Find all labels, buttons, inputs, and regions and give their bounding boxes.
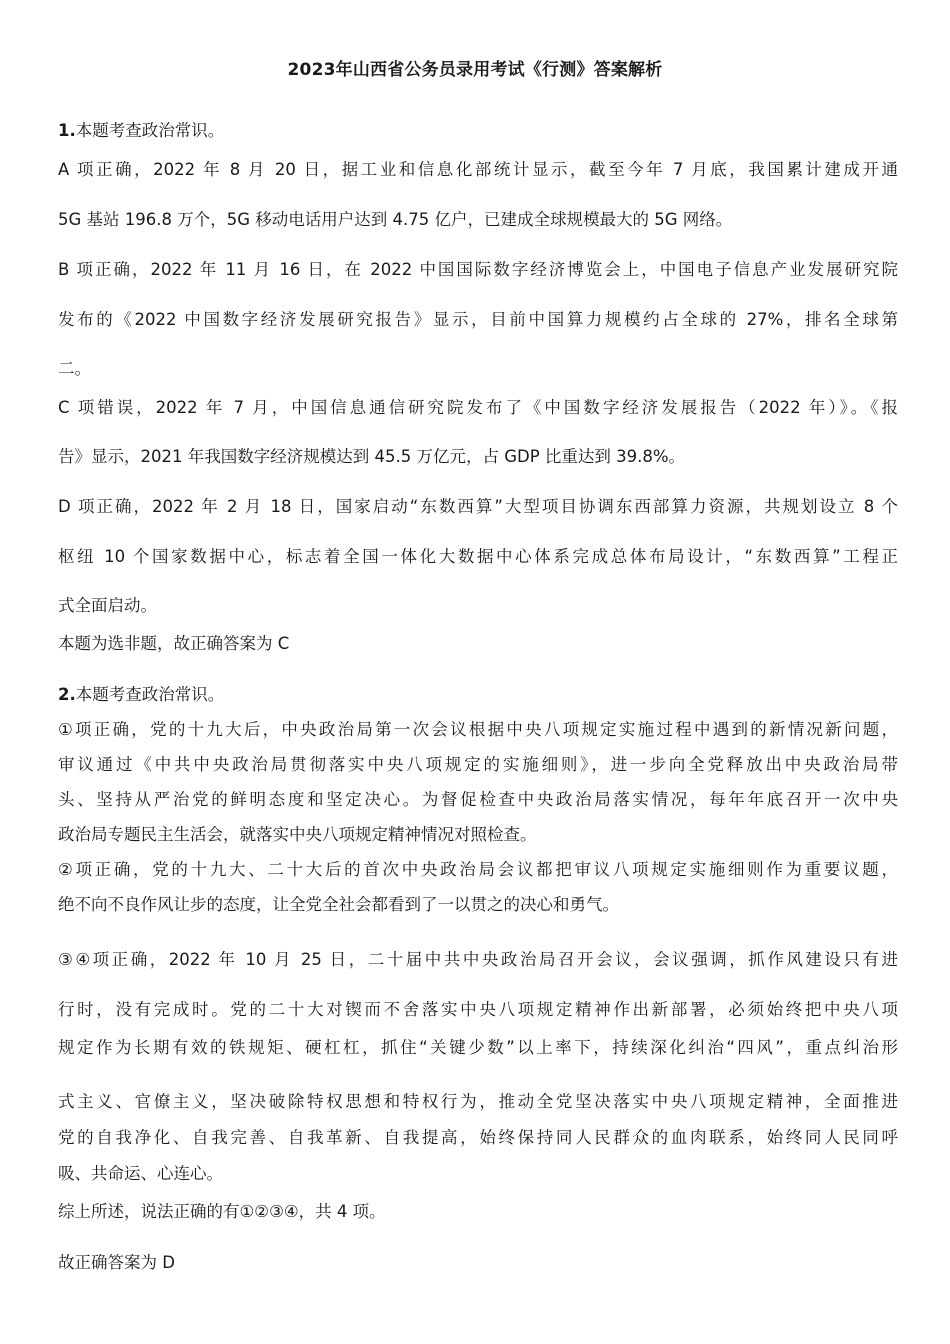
q1-number: 1.	[58, 121, 76, 140]
q1-line-3: B 项正确，2022 年 11 月 16 日，在 2022 中国国际数字经济博览会上，中国电子信息产业发展研究院	[58, 260, 898, 279]
q1-answer: 本题为选非题，故正确答案为 C	[58, 634, 290, 653]
q2-answer: 故正确答案为 D	[58, 1253, 175, 1272]
q2-line-8: 行时，没有完成时。党的二十大对锲而不舍落实中央八项规定精神作出新部署，必须始终把中央八项	[58, 1000, 898, 1019]
q1-line-5: 二。	[58, 359, 91, 378]
document-title: 2023年山西省公务员录用考试《行测》答案解析	[287, 60, 663, 80]
q2-line-1: ①项正确，党的十九大后，中央政治局第一次会议根据中央八项规定实施过程中遇到的新情况新问题，	[58, 720, 898, 739]
q2-line-6: 绝不向不良作风让步的态度，让全党全社会都看到了一以贯之的决心和勇气。	[58, 895, 619, 914]
q2-line-12: 吸、共命运、心连心。	[58, 1164, 223, 1183]
q1-line-7: 告》显示，2021 年我国数字经济规模达到 45.5 万亿元，占 GDP 比重达到 39.8%。	[58, 447, 686, 466]
q2-heading	[58, 683, 898, 707]
q1-heading-text: 本题考查政治常识。	[75, 121, 225, 140]
q1-line-10: 式全面启动。	[58, 596, 157, 615]
q1-line-8: D 项正确，2022 年 2 月 18 日，国家启动“东数西算”大型项目协调东西部算力资源，共规划设立 8 个	[58, 497, 898, 516]
q1-line-4: 发布的《2022 中国数字经济发展研究报告》显示，目前中国算力规模约占全球的 27%，排名全球第	[58, 310, 898, 329]
q2-summary: 综上所述，说法正确的有①②③④，共 4 项。	[58, 1202, 386, 1221]
q2-line-3: 头、坚持从严治党的鲜明态度和坚定决心。为督促检查中央政治局落实情况，每年年底召开一次中央	[58, 790, 898, 809]
q1-line-2: 5G 基站 196.8 万个，5G 移动电话用户达到 4.75 亿户，已建成全球规模最大的 5G 网络。	[58, 210, 733, 229]
q2-line-11: 党的自我净化、自我完善、自我革新、自我提高，始终保持同人民群众的血肉联系，始终同人民同呼	[58, 1128, 898, 1147]
q1-line-1: A 项正确，2022 年 8 月 20 日，据工业和信息化部统计显示，截至今年 7 月底，我国累计建成开通	[58, 160, 898, 179]
q2-number: 2.	[58, 685, 76, 704]
q1-line-9: 枢纽 10 个国家数据中心，标志着全国一体化大数据中心体系完成总体布局设计，“东数西算”工程正	[58, 547, 898, 566]
q2-heading-text: 本题考查政治常识。	[75, 685, 225, 704]
q2-line-9: 规定作为长期有效的铁规矩、硬杠杠，抓住“关键少数”以上率下，持续深化纠治“四风”，重点纠治形	[58, 1038, 898, 1057]
q2-line-7: ③④项正确，2022 年 10 月 25 日，二十届中共中央政治局召开会议，会议强调，抓作风建设只有进	[58, 950, 898, 969]
q2-line-4: 政治局专题民主生活会，就落实中央八项规定精神情况对照检查。	[58, 825, 537, 844]
q2-line-5: ②项正确，党的十九大、二十大后的首次中央政治局会议都把审议八项规定实施细则作为重要议题，	[58, 860, 898, 879]
q2-line-2: 审议通过《中共中央政治局贯彻落实中央八项规定的实施细则》，进一步向全党释放出中央政治局带	[58, 755, 898, 774]
q1-line-6: C 项错误，2022 年 7 月，中国信息通信研究院发布了《中国数字经济发展报告（2022 年）》。《报	[58, 398, 898, 417]
q2-line-10: 式主义、官僚主义，坚决破除特权思想和特权行为，推动全党坚决落实中央八项规定精神，全面推进	[58, 1092, 898, 1111]
q1-heading	[58, 119, 898, 143]
